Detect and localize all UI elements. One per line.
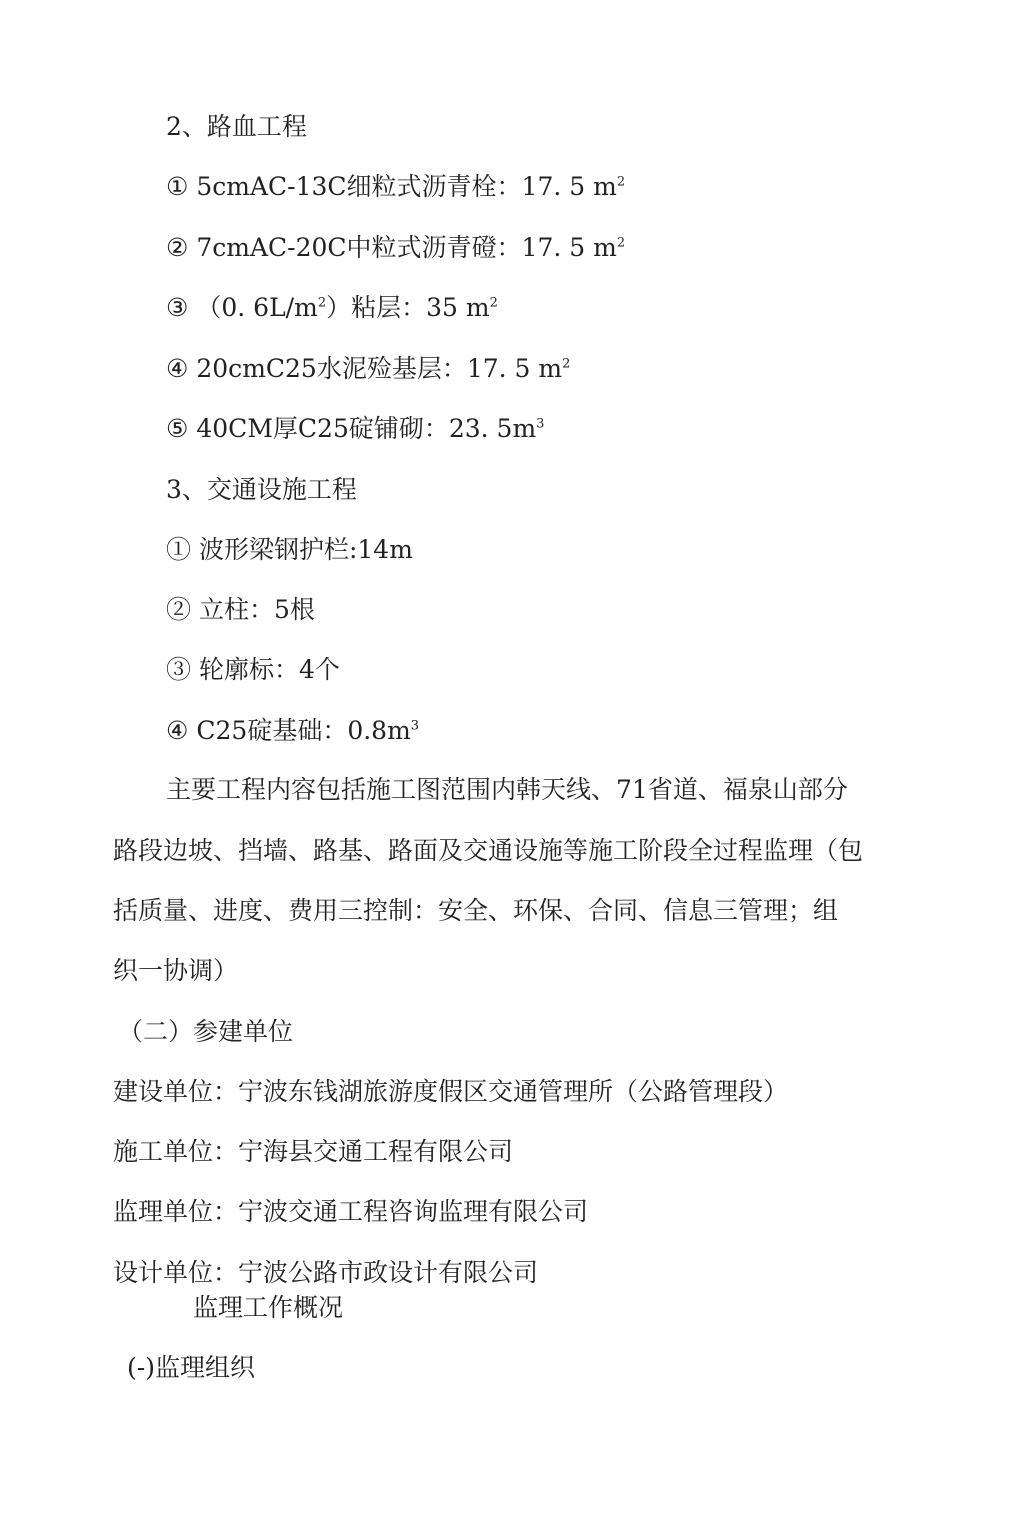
item-marker: ④ xyxy=(166,716,189,745)
item-text: 7cmAC-20C中粒式沥青磴：17. 5 m xyxy=(196,233,617,262)
item-text: 5cmAC-13C细粒式沥青栓：17. 5 m xyxy=(196,172,617,201)
list-item xyxy=(166,233,625,263)
participants-heading: （二）参建单位 xyxy=(118,1017,294,1046)
item-marker: ③ xyxy=(166,293,189,322)
item-text: 40CM厚C25碇铺砌：23. 5m xyxy=(196,414,537,443)
list-item xyxy=(166,172,625,202)
item-marker: ① xyxy=(166,535,192,564)
list-item xyxy=(166,655,340,685)
list-item xyxy=(166,414,544,444)
paragraph-line: 括质量、进度、费用三控制：安全、环保、合同、信息三管理；组 xyxy=(113,896,839,925)
contractor: 施工单位：宁海县交通工程有限公司 xyxy=(113,1137,514,1166)
item-marker: ⑤ xyxy=(166,414,189,443)
overview-title: 监理工作概况 xyxy=(193,1293,344,1322)
unit-exponent: 2 xyxy=(562,356,571,372)
list-item xyxy=(166,716,419,746)
item-marker: ② xyxy=(166,233,189,262)
unit-exponent: 3 xyxy=(410,718,420,734)
unit-exponent: 2 xyxy=(489,295,498,311)
item-text: 立柱：5根 xyxy=(198,595,315,624)
list-item xyxy=(166,595,315,625)
supervisor: 监理单位：宁波交通工程咨询监理有限公司 xyxy=(113,1197,589,1226)
designer: 设计单位：宁波公路市政设计有限公司 xyxy=(113,1258,539,1287)
construction-owner: 建设单位：宁波东钱湖旅游度假区交通管理所（公路管理段） xyxy=(113,1077,789,1106)
section3-heading: 3、交通设施工程 xyxy=(166,475,357,504)
item-text: 20cmC25水泥殓基层：17. 5 m xyxy=(196,354,563,383)
unit-exponent: 3 xyxy=(536,416,545,432)
list-item xyxy=(166,535,413,565)
item-text: 波形梁钢护栏:14m xyxy=(198,535,413,564)
paragraph-line: 织一协调） xyxy=(113,956,239,985)
paragraph-line: 路段边坡、挡墙、路基、路面及交通设施等施工阶段全过程监理（包 xyxy=(113,836,864,865)
overview-subheading: (-)监理组织 xyxy=(127,1353,255,1382)
paragraph-line: 主要工程内容包括施工图范围内韩天线、71省道、福泉山部分 xyxy=(166,775,848,804)
item-marker: ④ xyxy=(166,354,189,383)
item-text: （0. 6L/m xyxy=(196,293,318,322)
item-text: ）粘层：35 m xyxy=(326,293,490,322)
list-item xyxy=(166,293,498,323)
unit-exponent: 2 xyxy=(616,235,626,251)
unit-exponent: 2 xyxy=(616,174,626,190)
item-marker: ① xyxy=(166,172,189,201)
item-marker: ③ xyxy=(166,655,192,684)
list-item xyxy=(166,354,570,384)
unit-exponent: 2 xyxy=(317,295,327,311)
item-marker: ② xyxy=(166,595,192,624)
section2-heading: 2、路血工程 xyxy=(166,112,307,141)
item-text: C25碇基础：0.8m xyxy=(196,716,411,745)
item-text: 轮廓标：4个 xyxy=(198,655,340,684)
